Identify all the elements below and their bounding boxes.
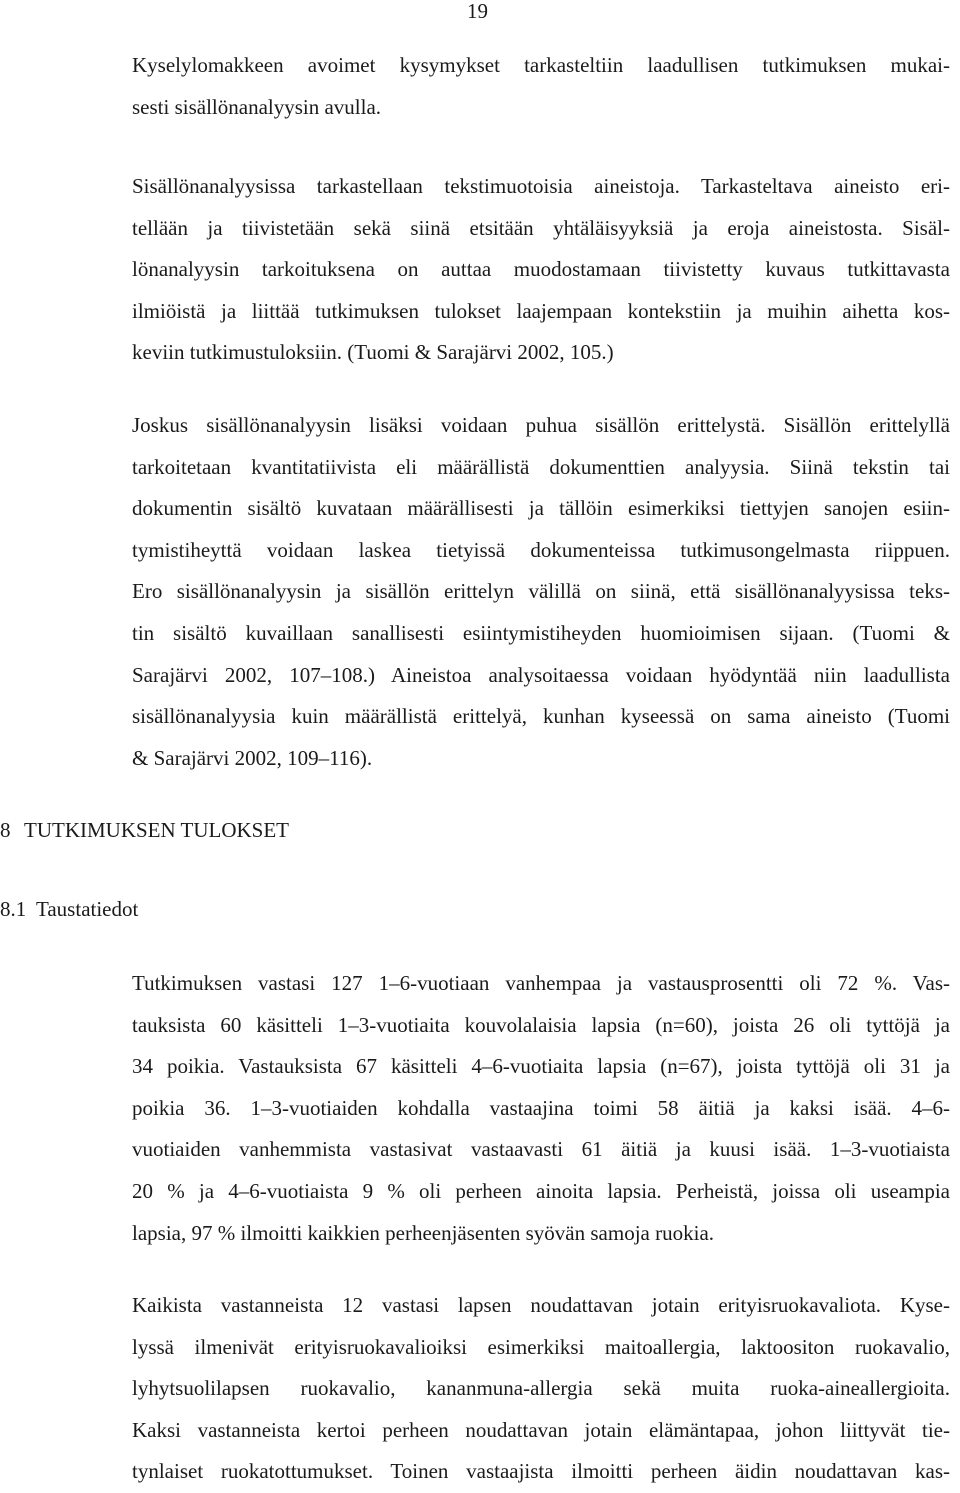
- paragraph-open-questions: [132, 45, 950, 128]
- text-line: lyhytsuolilapsen ruokavalio, kananmuna-allergia sekä muita ruoka-aineallergioita.: [132, 1376, 950, 1401]
- paragraph-content-specification: [132, 405, 950, 779]
- text-line: tin sisältö kuvaillaan sanallisesti esiintymistiheyden huomioimisen sijaan. (Tuomi &: [132, 620, 950, 645]
- text-line: Ero sisällönanalyysin ja sisällön erittelyn välillä on siinä, että sisällönanalyysissa teks-: [132, 579, 950, 604]
- text-line: & Sarajärvi 2002, 109–116).: [132, 745, 373, 770]
- subsection-number: 8.1: [0, 897, 27, 921]
- text-line: ilmiöistä ja liittää tutkimuksen tulokset laajempaan kontekstiin ja muihin aihetta kos-: [132, 298, 950, 323]
- text-line: tauksista 60 käsitteli 1–3-vuotiaita kouvolalaisia lapsia (n=60), joista 26 oli tyttöjä ja: [132, 1012, 950, 1037]
- text-line: sesti sisällönanalyysin avulla.: [132, 94, 382, 119]
- text-line: tellään ja tiivistetään sekä siinä etsitään yhtäläisyyksiä ja eroja aineistosta. Sisäl-: [132, 215, 950, 240]
- text-line: lönanalyysin tarkoituksena on auttaa muodostamaan tiivistetty kuvaus tutkittavasta: [132, 257, 950, 282]
- text-line: sisällönanalyysia kuin määrällistä erittelyä, kunhan kyseessä on sama aineisto (Tuomi: [132, 704, 950, 729]
- text-line: Sarajärvi 2002, 107–108.) Aineistoa analysoitaessa voidaan hyödyntää niin laadullista: [132, 662, 950, 687]
- text-line: Sisällönanalyysissa tarkastellaan tekstimuotoisia aineistoja. Tarkasteltava aineisto eri-: [132, 174, 950, 198]
- text-line: keviin tutkimustuloksiin. (Tuomi & Sarajärvi 2002, 105.): [132, 340, 614, 365]
- text-line: Tutkimuksen vastasi 127 1–6-vuotiaan vanhempaa ja vastausprosentti oli 72 %. Vas-: [132, 971, 950, 995]
- text-line: Kaksi vastanneista kertoi perheen noudattavan jotain elämäntapaa, johon liittyvät tie-: [132, 1417, 950, 1442]
- section-heading-results: [0, 817, 289, 843]
- text-line: Kaikista vastanneista 12 vastasi lapsen noudattavan jotain erityisruokavaliota. Kyse-: [132, 1293, 950, 1317]
- subsection-heading-background: [0, 896, 138, 922]
- text-line: 20 % ja 4–6-vuotiaista 9 % oli perheen ainoita lapsia. Perheistä, joissa oli useampia: [132, 1178, 950, 1203]
- text-line: vuotiaiden vanhemmista vastasivat vastaavasti 61 äitiä ja kuusi isää. 1–3-vuotiaista: [132, 1137, 950, 1162]
- text-line: poikia 36. 1–3-vuotiaiden kohdalla vastaajina toimi 58 äitiä ja kaksi isää. 4–6-: [132, 1095, 950, 1120]
- text-line: Joskus sisällönanalyysin lisäksi voidaan puhua sisällön erittelystä. Sisällön erittelyllä: [132, 413, 950, 437]
- paragraph-respondents: [132, 963, 950, 1254]
- text-line: lapsia, 97 % ilmoitti kaikkien perheenjäsenten syövän samoja ruokia.: [132, 1220, 715, 1245]
- text-line: tynlaiset ruokatottumukset. Toinen vastaajista ilmoitti perheen äidin noudattavan kas-: [132, 1459, 950, 1484]
- text-line: dokumentin sisältö kuvataan määrällisesti ja tällöin esimerkiksi tiettyjen sanojen esiin-: [132, 496, 950, 521]
- section-title: TUTKIMUKSEN TULOKSET: [24, 818, 290, 842]
- subsection-title: Taustatiedot: [36, 897, 139, 921]
- paragraph-content-analysis: [132, 166, 950, 374]
- section-number: 8: [0, 818, 11, 842]
- page-number: 19: [467, 0, 488, 23]
- text-line: 34 poikia. Vastauksista 67 käsitteli 4–6-vuotiaita lapsia (n=67), joista tyttöjä oli 31 ja: [132, 1054, 950, 1079]
- paragraph-special-diets: [132, 1285, 950, 1493]
- text-line: Kyselylomakkeen avoimet kysymykset tarkasteltiin laadullisen tutkimuksen mukai-: [132, 53, 950, 77]
- text-line: lyssä ilmenivät erityisruokavalioiksi esimerkiksi maitoallergia, laktoositon ruokavalio,: [132, 1334, 950, 1359]
- text-line: tarkoitetaan kvantitatiivista eli määrällistä dokumenttien analyysia. Siinä tekstin tai: [132, 454, 950, 479]
- text-line: tymistiheyttä voidaan laskea tietyissä dokumenteissa tutkimusongelmasta riippuen.: [132, 537, 950, 562]
